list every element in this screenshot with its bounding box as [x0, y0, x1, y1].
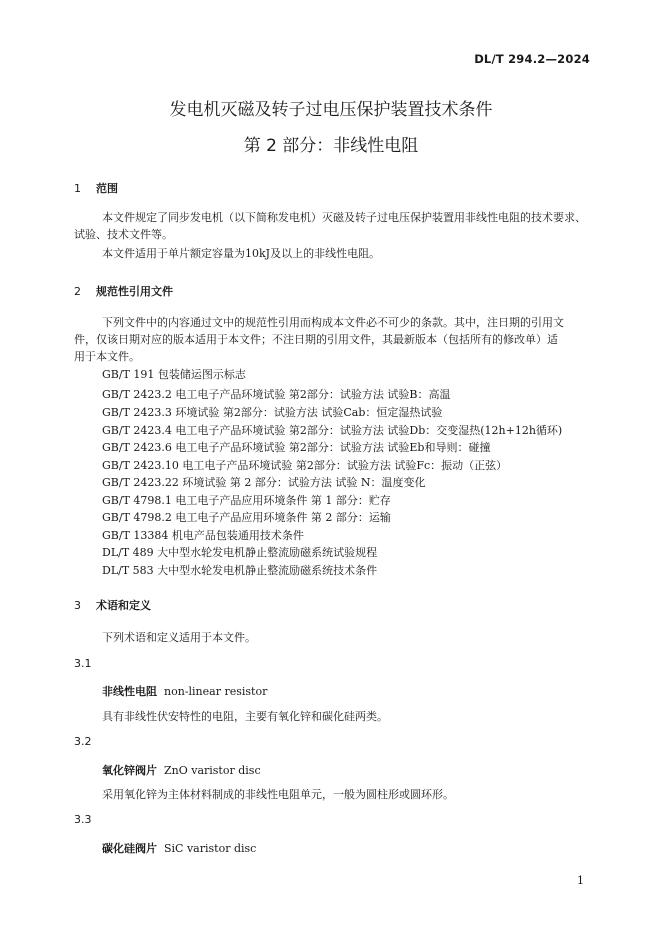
normref-line-1: 下列文件中的内容通过文中的规范性引用而构成本文件必不可少的条款。其中，注日期的引用文 [102, 316, 564, 329]
scope-paragraph-1 [74, 209, 614, 243]
scope-line-1: 本文件规定了同步发电机（以下简称发电机）灭磁及转子过电压保护装置用非线性电阻的技术要求、 [102, 211, 586, 224]
section-title: 规范性引用文件 [96, 285, 173, 298]
term-english: SiC varistor disc [164, 842, 257, 855]
reference-item: GB/T 2423.6 电工电子产品环境试验 第2部分：试验方法 试验Eb和导则：碰撞 [102, 441, 491, 454]
term-heading [102, 762, 261, 778]
section-title: 范围 [96, 182, 118, 195]
reference-item: GB/T 191 包装储运图示标志 [102, 368, 246, 381]
page-number: 1 [577, 874, 584, 887]
term-heading [102, 683, 267, 699]
reference-item: GB/T 4798.1 电工电子产品应用环境条件 第 1 部分：贮存 [102, 494, 391, 507]
section-number: 2 [74, 285, 81, 298]
section-2-heading [74, 283, 173, 299]
reference-item: GB/T 2423.2 电工电子产品环境试验 第2部分：试验方法 试验B：高温 [102, 388, 451, 401]
term-number: 3.2 [74, 735, 92, 748]
term-english: ZnO varistor disc [164, 764, 261, 777]
scope-line-2: 试验、技术文件等。 [74, 228, 173, 241]
reference-item: GB/T 13384 机电产品包装通用技术条件 [102, 529, 304, 542]
section-3-heading [74, 597, 151, 613]
reference-item: GB/T 2423.22 环境试验 第 2 部分：试验方法 试验 N：温度变化 [102, 476, 426, 489]
term-definition: 采用氧化锌为主体材料制成的非线性电阻单元，一般为圆柱形或圆环形。 [102, 788, 454, 801]
term-number: 3.1 [74, 657, 92, 670]
reference-item: GB/T 2423.10 电工电子产品环境试验 第2部分：试验方法 试验Fc：振动（正弦） [102, 459, 508, 472]
term-name: 氧化锌阀片 [102, 764, 157, 777]
term-number: 3.3 [74, 813, 92, 826]
section-number: 3 [74, 599, 81, 612]
term-definition: 具有非线性伏安特性的电阻，主要有氧化锌和碳化硅两类。 [102, 710, 388, 723]
reference-item: DL/T 583 大中型水轮发电机静止整流励磁系统技术条件 [102, 564, 378, 577]
section-number: 1 [74, 182, 81, 195]
scope-line-3: 本文件适用于单片额定容量为10kJ及以上的非线性电阻。 [102, 247, 381, 260]
terms-intro: 下列术语和定义适用于本文件。 [102, 631, 256, 644]
term-name: 非线性电阻 [102, 685, 157, 698]
term-heading [102, 840, 256, 856]
document-subtitle: 第 2 部分：非线性电阻 [243, 136, 419, 156]
reference-item: GB/T 2423.4 电工电子产品环境试验 第2部分：试验方法 试验Db：交变湿热(12h+12h循环) [102, 424, 563, 437]
reference-item: DL/T 489 大中型水轮发电机静止整流励磁系统试验规程 [102, 546, 378, 559]
scope-paragraph-2 [74, 245, 614, 262]
section-title: 术语和定义 [96, 599, 151, 612]
reference-item: GB/T 2423.3 环境试验 第2部分：试验方法 试验Cab：恒定湿热试验 [102, 406, 443, 419]
normref-line-2: 件，仅该日期对应的版本适用于本文件；不注日期的引用文件，其最新版本（包括所有的修改单）适 [74, 333, 558, 346]
normref-intro [74, 314, 614, 365]
term-english: non-linear resistor [164, 685, 268, 698]
reference-item: GB/T 4798.2 电工电子产品应用环境条件 第 2 部分：运输 [102, 511, 391, 524]
normref-line-3: 用于本文件。 [74, 350, 140, 363]
section-1-heading [74, 180, 118, 196]
document-number: DL/T 294.2—2024 [474, 52, 590, 66]
document-title: 发电机灭磁及转子过电压保护装置技术条件 [169, 100, 493, 120]
term-name: 碳化硅阀片 [102, 842, 157, 855]
